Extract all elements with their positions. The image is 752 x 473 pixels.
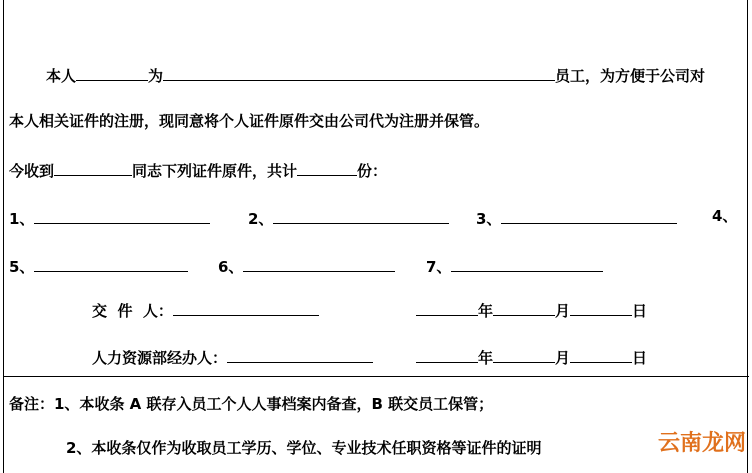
hr-handler-label — [92, 345, 373, 368]
hr-handler-signature-blank[interactable] — [227, 345, 373, 363]
item-number: 1、 — [9, 210, 35, 228]
name-blank[interactable] — [76, 63, 148, 81]
day-label: 日 — [632, 302, 648, 320]
watermark-logo: 云南龙网 — [657, 431, 746, 456]
item-number: 7、 — [426, 258, 452, 276]
item-1 — [9, 206, 210, 229]
item-2 — [248, 206, 449, 229]
received-prefix: 今收到 — [9, 162, 55, 180]
received-suffix: 份： — [357, 162, 388, 180]
item-number: 6、 — [218, 258, 244, 276]
company-blank[interactable] — [163, 63, 555, 81]
day-label: 日 — [632, 349, 648, 367]
year-blank[interactable] — [416, 345, 478, 363]
statement-mid: 为 — [148, 67, 164, 85]
day-blank[interactable] — [570, 345, 632, 363]
handover-label-text: 交 件 人： — [92, 302, 173, 320]
statement-line-2: 本人相关证件的注册，现同意将个人证件原件交由公司代为注册并保管。 — [9, 112, 490, 130]
hr-handler-date — [416, 345, 647, 368]
received-mid: 同志下列证件原件，共计 — [132, 162, 298, 180]
item-blank[interactable] — [501, 206, 677, 224]
item-number: 2、 — [248, 210, 274, 228]
note-2: 2、本收条仅作为收取员工学历、学位、专业技术任职资格等证件的证明 — [66, 439, 542, 457]
handover-date — [416, 298, 647, 321]
statement-prefix: 本人 — [46, 67, 77, 85]
item-number: 5、 — [9, 258, 35, 276]
month-label: 月 — [555, 302, 571, 320]
item-blank[interactable] — [243, 254, 395, 272]
year-label: 年 — [478, 302, 494, 320]
item-number: 3、 — [476, 210, 502, 228]
day-blank[interactable] — [570, 298, 632, 316]
item-blank[interactable] — [451, 254, 603, 272]
item-number: 4、 — [712, 207, 738, 225]
year-blank[interactable] — [416, 298, 478, 316]
item-4 — [712, 206, 737, 226]
received-line — [9, 158, 387, 181]
count-blank[interactable] — [297, 158, 357, 176]
item-7 — [426, 254, 603, 277]
item-6 — [218, 254, 395, 277]
received-from-blank[interactable] — [54, 158, 132, 176]
handover-signature-blank[interactable] — [173, 298, 319, 316]
statement-suffix: 员工，为方便于公司对 — [555, 67, 706, 85]
item-blank[interactable] — [273, 206, 449, 224]
note-1: 备注：1、本收条 A 联存入员工个人人事档案内备查，B 联交员工保管； — [9, 395, 494, 413]
item-blank[interactable] — [34, 254, 188, 272]
statement-line-1 — [46, 63, 705, 86]
item-blank[interactable] — [34, 206, 210, 224]
hr-handler-label-text: 人力资源部经办人： — [92, 349, 228, 367]
month-blank[interactable] — [493, 345, 555, 363]
handover-label — [92, 298, 319, 321]
item-5 — [9, 254, 188, 277]
month-blank[interactable] — [493, 298, 555, 316]
year-label: 年 — [478, 349, 494, 367]
item-3 — [476, 206, 677, 229]
notes-divider — [3, 376, 749, 377]
month-label: 月 — [555, 349, 571, 367]
